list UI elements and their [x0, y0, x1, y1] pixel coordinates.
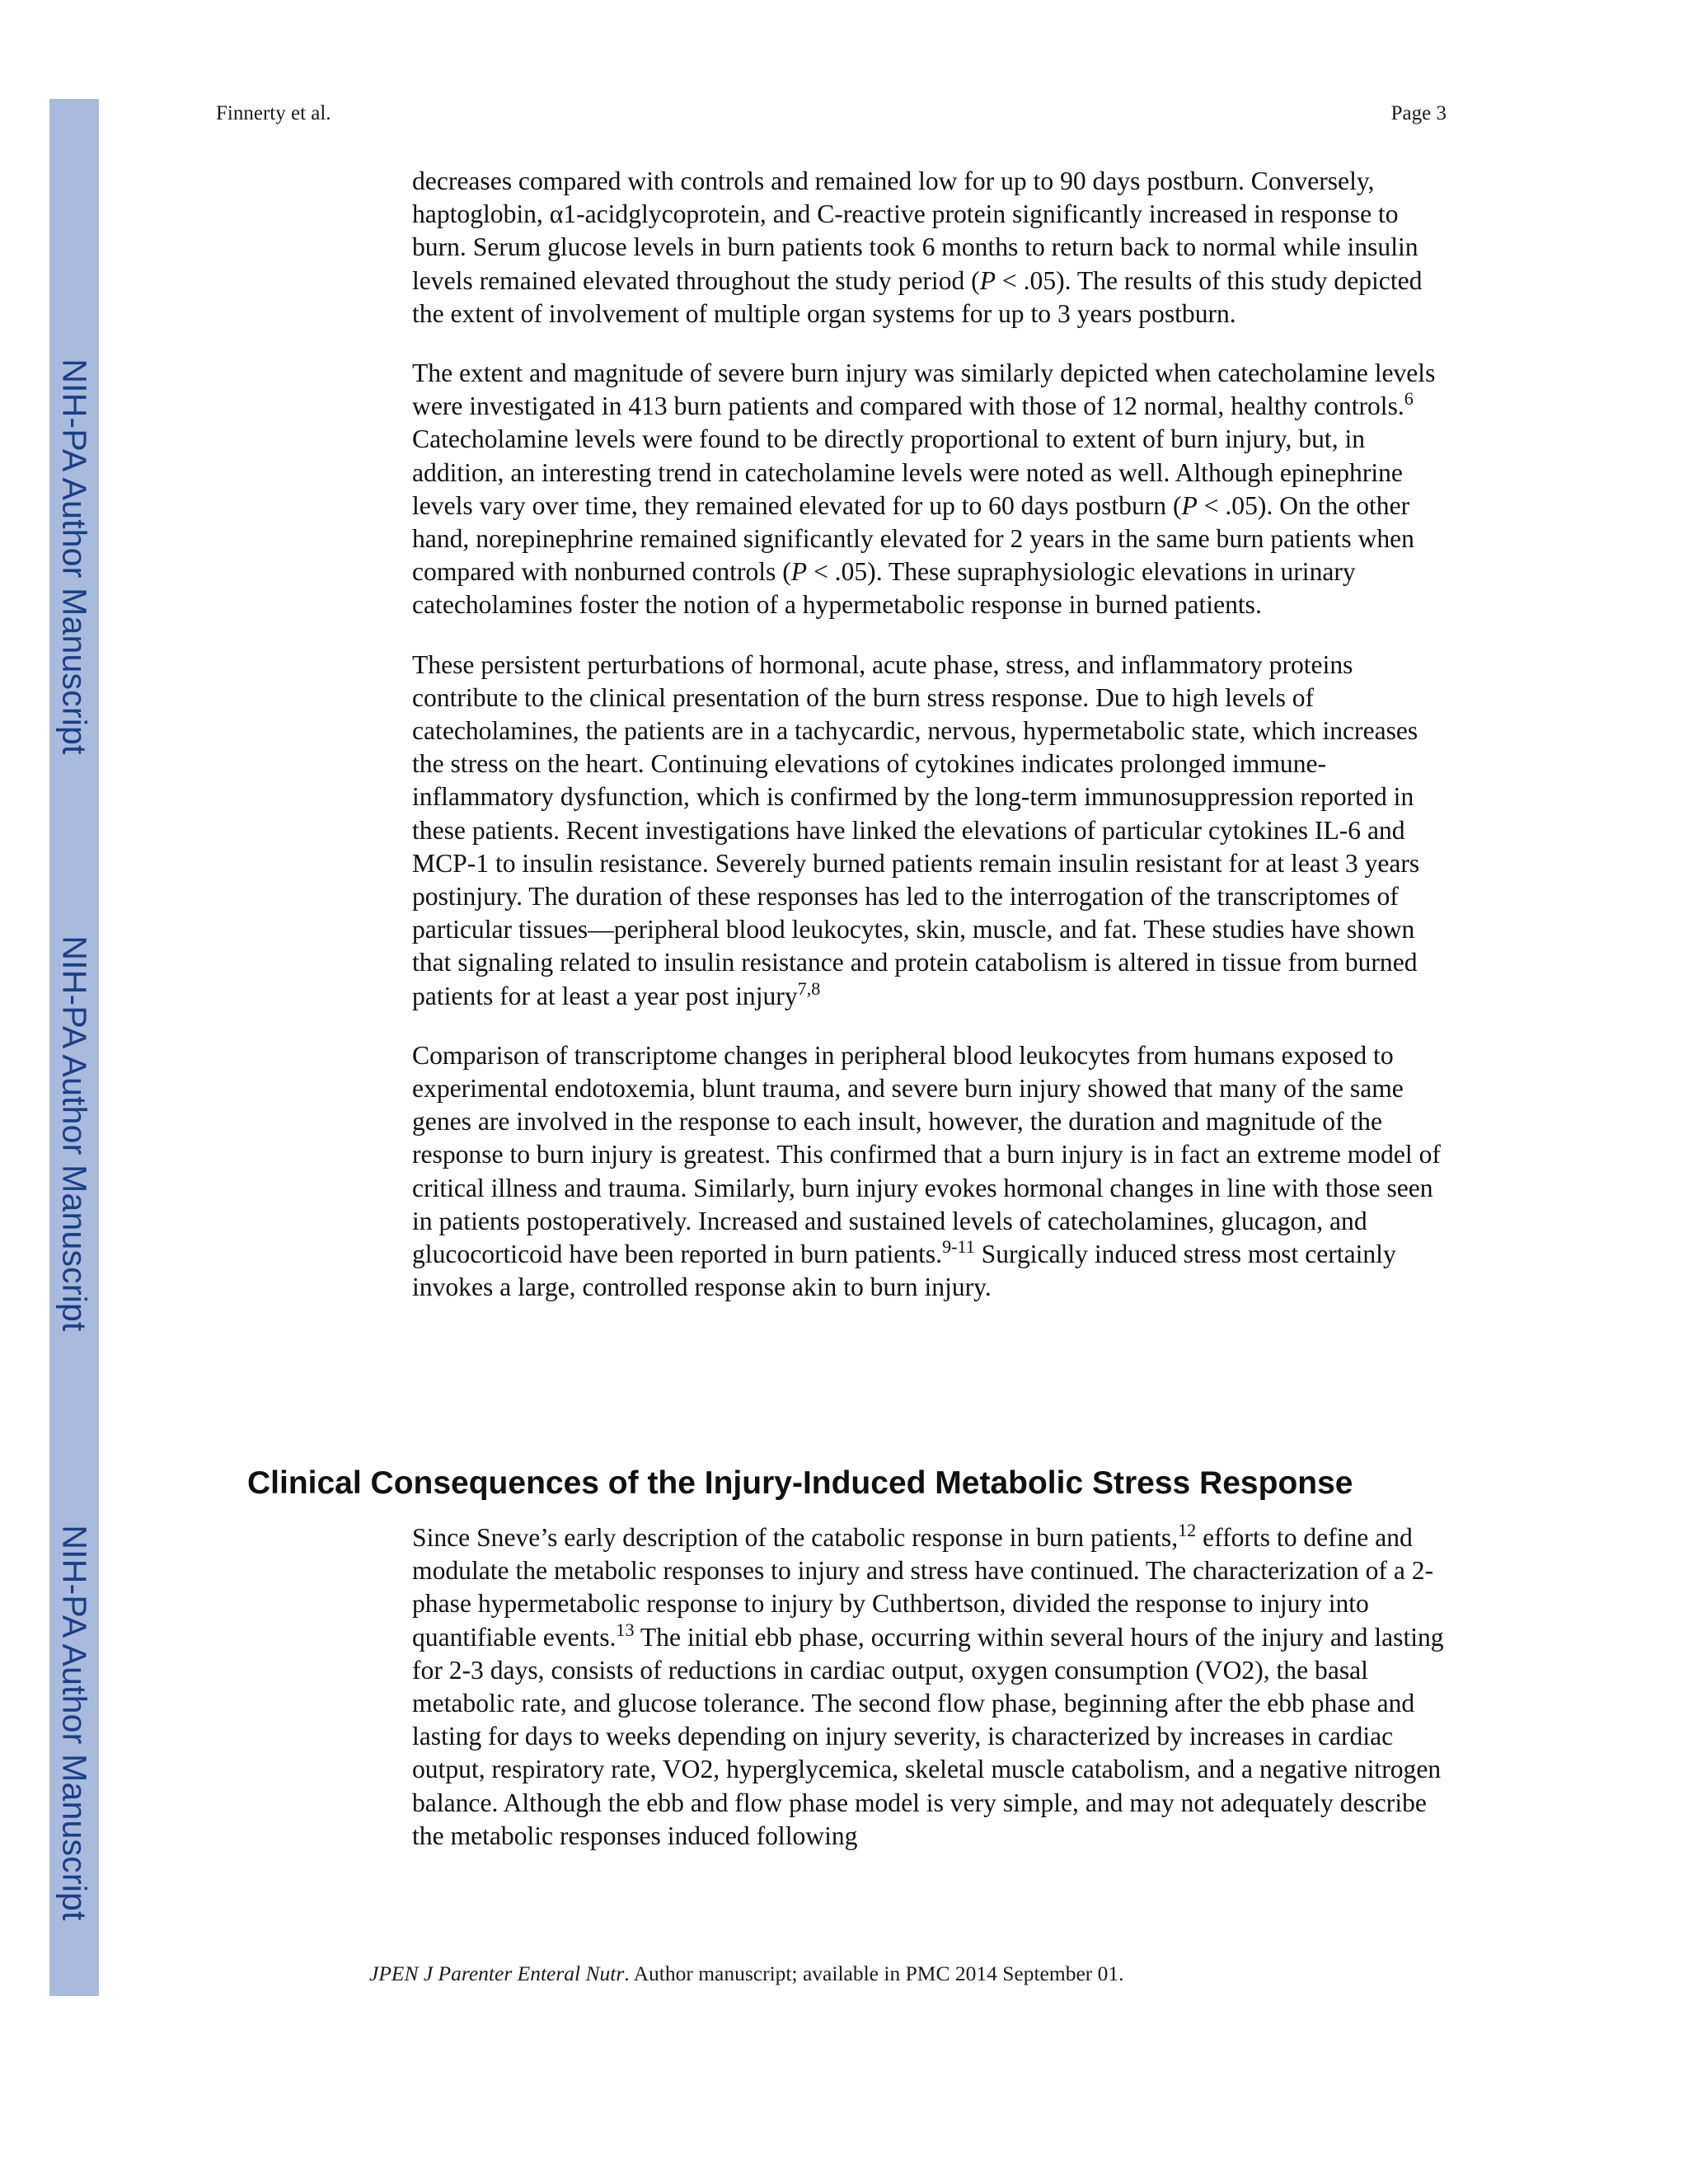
paragraph: These persistent perturbations of hormonal, acute phase, stress, and inflammatory proteins contribute to the clinical presentation of the burn stress response. Due to high levels of catecholamines, the patients are in a tachycardic, nervous, hypermetabolic state, which increases the stress on the heart. Continuing elevations of cytokines indicates prolonged immune-inflammatory dysfunction, which is confirmed by the long-term immunosuppression reported in these patients. Recent investigations have linked the elevations of particular cytokines IL-6 and MCP-1 to insulin resistance. Severely burned patients remain insulin resistant for at least 3 years postinjury. The duration of these responses has led to the interrogation of the transcriptomes of particular tissues—peripheral blood leukocytes, skin, muscle, and fat. These studies have shown that signaling related to insulin resistance and protein catabolism is altered in tissue from burned patients for at least a year post injury$^{7,8}$	[412, 649, 1420, 1010]
sidebar-label: NIH-PA Author Manuscript	[55, 358, 94, 755]
nih-manuscript-sidebar	[49, 99, 99, 1996]
citation-ref: 7,8	[797, 977, 821, 999]
citation-ref: 13	[616, 1619, 635, 1640]
citation-ref: 9-11	[942, 1235, 975, 1257]
citation-ref: 6	[1404, 388, 1414, 410]
body-text	[412, 165, 1447, 1331]
section-heading: Clinical Consequences of the Injury-Induced Metabolic Stress Response	[247, 1465, 1353, 1501]
running-head-page-number: Page 3	[1390, 102, 1447, 124]
paragraph: The extent and magnitude of severe burn injury was similarly depicted when catecholamine levels were investigated in 413 burn patients and compared with those of 12 normal, healthy controls.$^6$ Catecholamine levels were found to be directly proportional to extent of burn injury, but, in addition, an interesting trend in catecholamine levels were noted as well. Although epinephrine levels vary over time, they remained elevated for up to 60 days postburn (P < .05). On the other hand, norepinephrine remained significantly elevated for 2 years in the same burn patients when compared with nonburned controls (P < .05). These supraphysiologic elevations in urinary catecholamines foster the notion of a hypermetabolic response in burned patients.	[412, 359, 1436, 620]
journal-name: JPEN J Parenter Enteral Nutr	[369, 1961, 625, 1985]
sidebar-label: NIH-PA Author Manuscript	[55, 1524, 94, 1921]
paragraph: Comparison of transcriptome changes in peripheral blood leukocytes from humans exposed to experimental endotoxemia, blunt trauma, and severe burn injury showed that many of the same genes are involved in the response to each insult, however, the duration and magnitude of the response to burn injury is greatest. This confirmed that a burn injury is in fact an extreme model of critical illness and trauma. Similarly, burn injury evokes hormonal changes in line with those seen in patients postoperatively. Increased and sustained levels of catecholamines, glucagon, and glucocorticoid have been reported in burn patients.$^{9-11}$ Surgically induced stress most certainly invokes a large, controlled response akin to burn injury.	[412, 1040, 1441, 1302]
sidebar-label: NIH-PA Author Manuscript	[55, 935, 94, 1332]
citation-ref: 12	[1178, 1519, 1197, 1540]
section-body-text	[412, 1521, 1447, 1879]
journal-footer: JPEN J Parenter Enteral Nutr. Author manuscript; available in PMC 2014 September 01.	[369, 1961, 1124, 1985]
paragraph: Since Sneve’s early description of the catabolic response in burn patients,$^{12}$ efforts to define and modulate the metabolic responses to injury and stress have continued. The characterization of a 2-phase hypermetabolic response to injury by Cuthbertson, divided the response to injury into quantifiable events.$^{13}$ The initial ebb phase, occurring within several hours of the injury and lasting for 2-3 days, consists of reductions in cardiac output, oxygen consumption (VO2), the basal metabolic rate, and glucose tolerance. The second flow phase, beginning after the ebb phase and lasting for days to weeks depending on injury severity, is characterized by increases in cardiac output, respiratory rate, VO2, hyperglycemica, skeletal muscle catabolism, and a negative nitrogen balance. Although the ebb and flow phase model is very simple, and may not adequately describe the metabolic responses induced following	[412, 1519, 1444, 1850]
running-head-author: Finnerty et al.	[216, 102, 331, 124]
paragraph: decreases compared with controls and remained low for up to 90 days postburn. Conversely, haptoglobin, α1-acidglycoprotein, and C-reactive protein significantly increased in response to burn. Serum glucose levels in burn patients took 6 months to return back to normal while insulin levels remained elevated throughout the study period (P < .05). The results of this study depicted the extent of involvement of multiple organ systems for up to 3 years postburn.	[412, 166, 1423, 328]
